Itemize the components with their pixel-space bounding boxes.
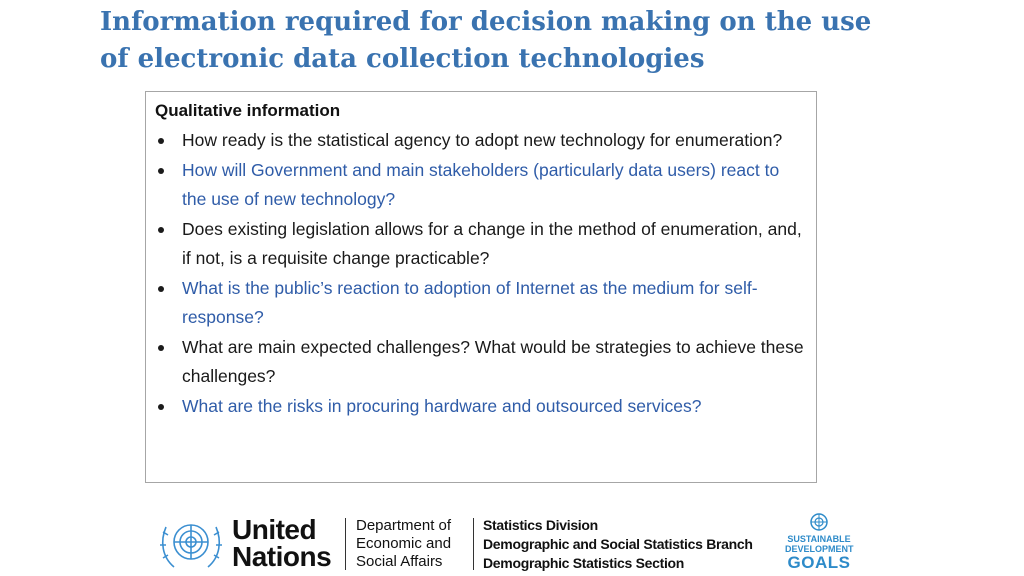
division-line: Demographic Statistics Section	[483, 555, 685, 571]
divider	[473, 518, 474, 570]
desa-line: Social Affairs	[356, 553, 443, 570]
division-line: Statistics Division	[483, 517, 598, 533]
sdg-wheel-icon	[809, 512, 829, 532]
box-heading: Qualitative information	[155, 101, 341, 120]
list-item: What is the public’s reaction to adoption of Internet as the medium for self-response?	[155, 274, 806, 333]
sdg-goals: GOALS	[787, 553, 851, 572]
qualitative-info-box	[145, 91, 817, 483]
list-item: Does existing legislation allows for a change in the method of enumeration, and, if not, is a requisite change practicable?	[155, 215, 806, 274]
divider	[345, 518, 346, 570]
desa-label	[356, 517, 451, 571]
un-wordmark	[232, 516, 331, 570]
sdg-logo	[785, 512, 853, 574]
list-item: What are the risks in procuring hardware and outsourced services?	[155, 392, 806, 422]
slide-title: Information required for decision making on the use of electronic data collection technologies	[100, 7, 872, 74]
sdg-text: SUSTAINABLE DEVELOPMENT	[785, 534, 854, 554]
desa-line: Economic and	[356, 535, 452, 552]
un-emblem-icon	[158, 513, 224, 575]
desa-line: Department of	[356, 517, 452, 534]
list-item: What are main expected challenges? What would be strategies to achieve these challenges?	[155, 333, 806, 392]
list-item: How ready is the statistical agency to adopt new technology for enumeration?	[155, 126, 806, 156]
division-line: Demographic and Social Statistics Branch	[483, 536, 753, 552]
un-word-nations: Nations	[232, 541, 332, 572]
un-word-united: United	[232, 514, 317, 545]
division-label	[483, 516, 753, 573]
footer	[0, 508, 1024, 576]
question-list	[155, 126, 806, 421]
list-item: How will Government and main stakeholders (particularly data users) react to the use of new technology?	[155, 156, 806, 215]
